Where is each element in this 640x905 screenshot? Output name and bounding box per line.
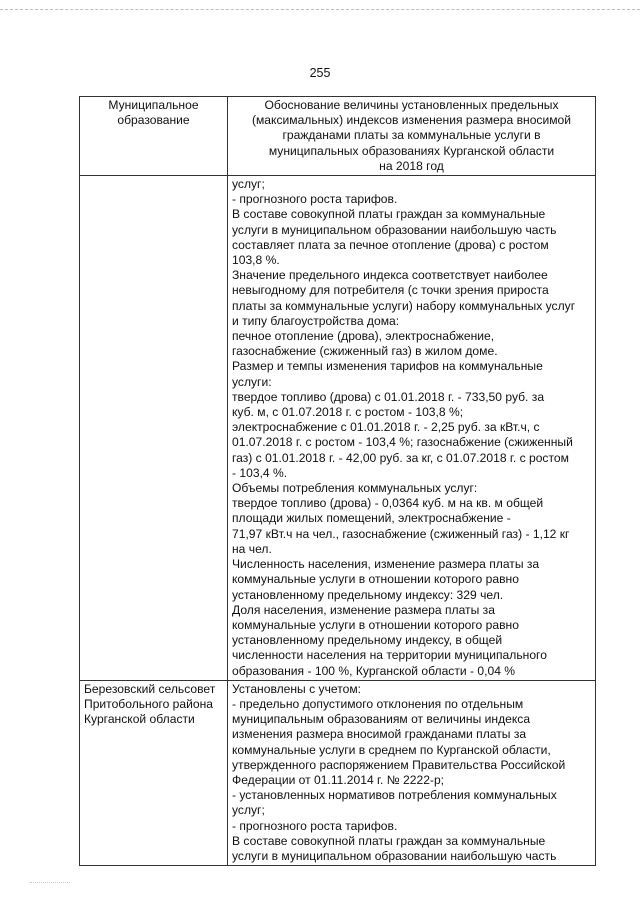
text-line: Установлены с учетом: bbox=[232, 681, 361, 696]
text-line: - установленных нормативов потребления коммунальных bbox=[232, 788, 557, 803]
text-line: - прогнозного роста тарифов. bbox=[232, 818, 398, 833]
text-line: электроснабжение с 01.01.2018 г. - 2,25 руб. за кВт.ч, с bbox=[232, 420, 540, 435]
text-line: 71,97 кВт.ч на чел., газоснабжение (сжиженный газ) - 1,12 кг bbox=[232, 526, 570, 541]
text-line: 01.07.2018 г. с ростом - 103,4 %; газоснабжение (сжиженный bbox=[232, 435, 573, 450]
text-line: 103,8 %. bbox=[232, 253, 280, 268]
text-line: - предельно допустимого отклонения по отдельным bbox=[232, 696, 524, 711]
justification-cell bbox=[228, 176, 596, 681]
header-line: на 2018 год bbox=[379, 158, 444, 173]
header-line: гражданами платы за коммунальные услуги в bbox=[282, 128, 541, 143]
table-row bbox=[80, 176, 596, 681]
text-line: Федерации от 01.11.2014 г. № 2222-р; bbox=[232, 772, 445, 787]
text-line: коммунальные услуги в отношении которого равно bbox=[232, 617, 519, 632]
text-line: газоснабжение (сжиженный газ) в жилом доме. bbox=[232, 344, 498, 359]
scan-bottom-mark bbox=[30, 882, 70, 883]
text-line: услуги в муниципальном образовании наибольшую часть bbox=[232, 222, 557, 237]
text-line: численности населения на территории муниципального bbox=[232, 648, 547, 663]
text-line: и типу благоустройства дома: bbox=[232, 313, 400, 328]
justification-cell bbox=[228, 680, 596, 865]
header-line: (максимальных) индексов изменения размера вносимой bbox=[251, 113, 572, 128]
text-line: невыгодному для потребителя (с точки зрения прироста bbox=[232, 283, 549, 298]
text-line: составляет плата за печное отопление (дрова) с ростом bbox=[232, 237, 549, 252]
table-header-row bbox=[80, 97, 596, 176]
header-municipality bbox=[80, 97, 228, 176]
text-line: площади жилых помещений, электроснабжение - bbox=[232, 511, 511, 526]
text-line: газ) с 01.01.2018 г. - 42,00 руб. за кг, с 01.07.2018 г. с ростом bbox=[232, 450, 569, 465]
text-line: установленному предельному индексу, в общей bbox=[232, 633, 503, 648]
header-line: муниципальных образованиях Курганской области bbox=[268, 143, 555, 158]
text-line: на чел. bbox=[232, 541, 272, 556]
text-line: изменения размера вносимой гражданами платы за bbox=[232, 727, 527, 742]
text-line: Численность населения, изменение размера платы за bbox=[232, 557, 540, 572]
text-line: печное отопление (дрова), электроснабжение, bbox=[232, 329, 495, 344]
scan-top-edge bbox=[0, 9, 640, 10]
text-line: коммунальные услуги в отношении которого равно bbox=[232, 572, 519, 587]
text-line: Доля населения, изменение размера платы за bbox=[232, 602, 495, 617]
text-line: утвержденного распоряжением Правительства Российской bbox=[232, 757, 566, 772]
text-line: установленному предельному индексу: 329 чел. bbox=[232, 587, 504, 602]
text-line: Объемы потребления коммунальных услуг: bbox=[232, 481, 478, 496]
header-line: образование bbox=[117, 113, 190, 128]
tariff-index-table bbox=[79, 96, 596, 866]
text-line: Значение предельного индекса соответствует наиболее bbox=[232, 268, 548, 283]
municipality-cell bbox=[80, 176, 228, 681]
text-line: платы за коммунальные услуги) набору коммунальных услуг bbox=[232, 298, 576, 313]
page-number: 255 bbox=[309, 66, 331, 80]
header-justification bbox=[228, 97, 596, 176]
text-line: Размер и темпы изменения тарифов на коммунальные bbox=[232, 359, 543, 374]
text-line: муниципальным образованиям от величины индекса bbox=[232, 712, 531, 727]
municipality-line: Березовский сельсовет bbox=[84, 681, 216, 696]
municipality-cell bbox=[80, 680, 228, 865]
text-line: образования - 100 %, Курганской области - 0,04 % bbox=[232, 663, 516, 678]
header-line: Муниципальное bbox=[108, 98, 199, 112]
text-line: твердое топливо (дрова) с 01.01.2018 г. - 733,50 руб. за bbox=[232, 389, 545, 404]
municipality-line: Курганской области bbox=[84, 712, 195, 727]
text-line: услуги: bbox=[232, 374, 272, 389]
text-line: - прогнозного роста тарифов. bbox=[232, 192, 398, 207]
text-line: услуг; bbox=[232, 177, 265, 192]
text-line: услуги в муниципальном образовании наибольшую часть bbox=[232, 848, 557, 863]
text-line: куб. м, с 01.07.2018 г. с ростом - 103,8 %; bbox=[232, 405, 464, 420]
municipality-line: Притобольного района bbox=[84, 696, 214, 711]
text-line: услуг; bbox=[232, 803, 265, 818]
text-line: В составе совокупной платы граждан за коммунальные bbox=[232, 833, 546, 848]
text-line: твердое топливо (дрова) - 0,0364 куб. м на кв. м общей bbox=[232, 496, 544, 511]
text-line: коммунальные услуги в среднем по Курганской области, bbox=[232, 742, 551, 757]
text-line: - 103,4 %. bbox=[232, 465, 288, 480]
text-line: В составе совокупной платы граждан за коммунальные bbox=[232, 207, 546, 222]
table-row bbox=[80, 680, 596, 865]
header-line: Обоснование величины установленных предельных bbox=[264, 98, 559, 112]
